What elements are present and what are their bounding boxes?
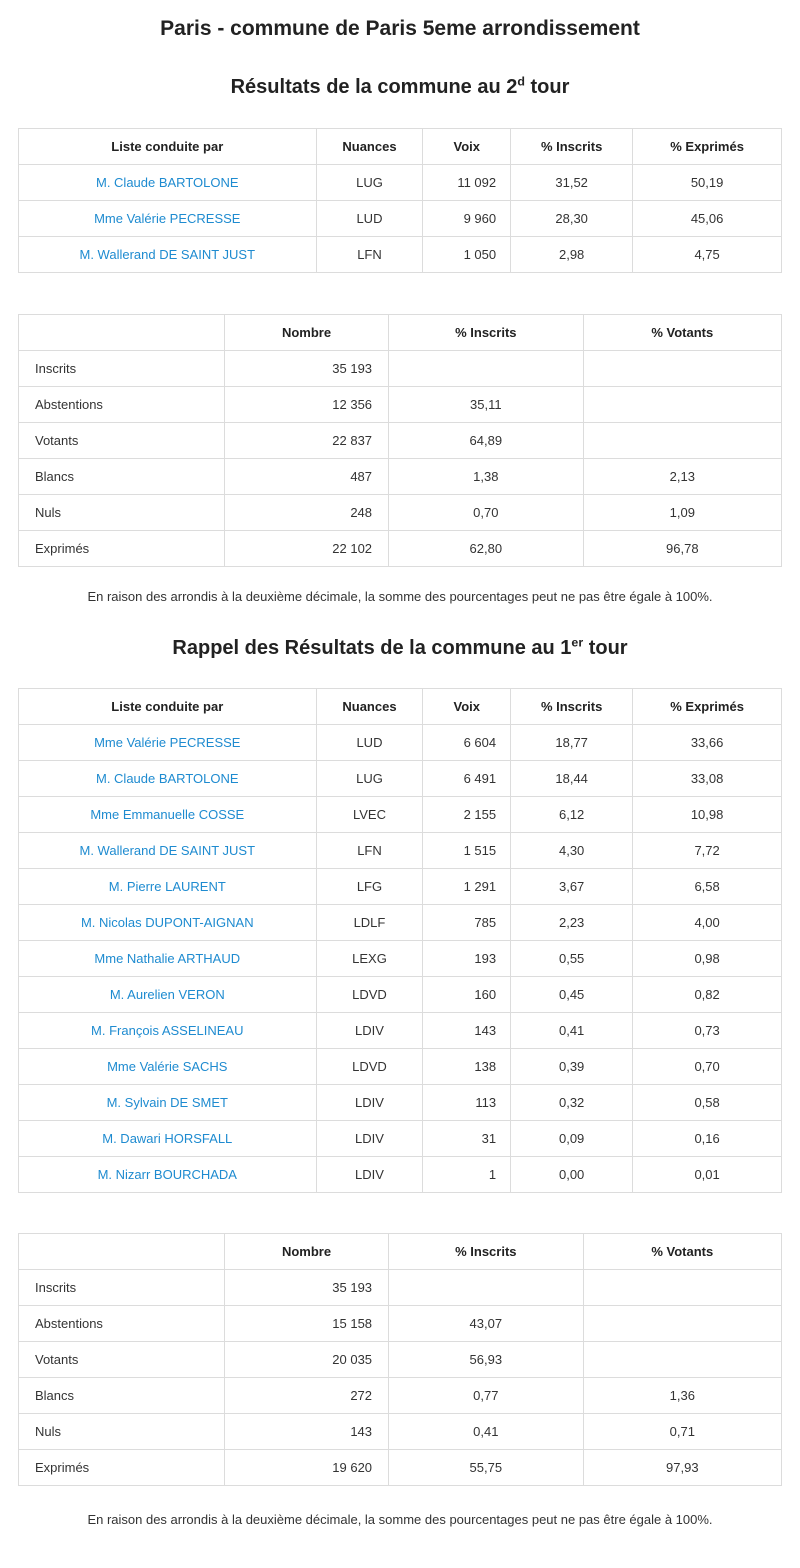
round1-heading-text: Rappel des Résultats de la commune au 1 xyxy=(172,637,572,659)
candidate-cell xyxy=(19,797,317,833)
round1-results-table xyxy=(18,688,782,1193)
stat-label-cell: Nuls xyxy=(19,495,225,531)
table-row xyxy=(19,1085,782,1121)
pct-votants-cell xyxy=(583,387,781,423)
candidate-link[interactable]: M. Dawari HORSFALL xyxy=(102,1131,233,1146)
pct-inscrits-cell: 6,12 xyxy=(511,797,633,833)
pct-inscrits-cell: 0,45 xyxy=(511,977,633,1013)
stat-label-cell: Abstentions xyxy=(19,387,225,423)
nombre-cell: 15 158 xyxy=(225,1306,389,1342)
stat-label-cell: Exprimés xyxy=(19,531,225,567)
candidate-link[interactable]: M. Wallerand DE SAINT JUST xyxy=(79,247,256,262)
pct-inscrits-cell: 1,38 xyxy=(389,459,584,495)
pct-inscrits-cell: 64,89 xyxy=(389,423,584,459)
pct-inscrits-cell: 28,30 xyxy=(511,201,633,237)
pct-inscrits-cell: 56,93 xyxy=(389,1342,584,1378)
voix-cell: 160 xyxy=(423,977,511,1013)
candidate-link[interactable]: M. Wallerand DE SAINT JUST xyxy=(79,843,256,858)
pct-exprimes-cell: 0,01 xyxy=(633,1157,782,1193)
pct-votants-cell xyxy=(583,1342,781,1378)
voix-cell: 31 xyxy=(423,1121,511,1157)
table-row xyxy=(19,725,782,761)
pct-inscrits-cell: 0,09 xyxy=(511,1121,633,1157)
pct-inscrits-cell: 0,77 xyxy=(389,1378,584,1414)
pct-votants-cell xyxy=(583,1270,781,1306)
table-row xyxy=(19,1342,782,1378)
stat-label-cell: Inscrits xyxy=(19,351,225,387)
pct-votants-cell-header: % Votants xyxy=(583,315,781,351)
voix-cell: 193 xyxy=(423,941,511,977)
candidate-cell xyxy=(19,1157,317,1193)
pct-inscrits-cell: 43,07 xyxy=(389,1306,584,1342)
pct-inscrits-cell: 35,11 xyxy=(389,387,584,423)
pct-votants-cell xyxy=(583,1306,781,1342)
rounding-note: En raison des arrondis à la deuxième décimale, la somme des pourcentages peut ne pas être égale à 100%. xyxy=(87,1512,713,1527)
candidate-link[interactable]: M. Claude BARTOLONE xyxy=(95,771,239,786)
pct-inscrits-cell: 0,32 xyxy=(511,1085,633,1121)
pct-exprimes-cell: 10,98 xyxy=(633,797,782,833)
page-title: Paris - commune de Paris 5eme arrondissement xyxy=(160,17,640,40)
stat-label-cell: Inscrits xyxy=(19,1270,225,1306)
nombre-cell: 487 xyxy=(225,459,389,495)
stat-label-cell: Abstentions xyxy=(19,1306,225,1342)
voix-cell: 113 xyxy=(423,1085,511,1121)
voix-cell: 1 050 xyxy=(423,237,511,273)
candidate-link[interactable]: M. Pierre LAURENT xyxy=(108,879,226,894)
nombre-cell: 248 xyxy=(225,495,389,531)
pct-exprimes-cell-header: % Exprimés xyxy=(633,689,782,725)
candidate-cell xyxy=(19,1013,317,1049)
pct-votants-cell: 2,13 xyxy=(583,459,781,495)
nuance-cell-header: Nuances xyxy=(316,689,423,725)
table-row xyxy=(19,833,782,869)
candidate-cell xyxy=(19,1121,317,1157)
candidate-link[interactable]: M. Claude BARTOLONE xyxy=(95,175,239,190)
pct-inscrits-cell: 0,39 xyxy=(511,1049,633,1085)
pct-inscrits-cell: 0,41 xyxy=(389,1414,584,1450)
table-row xyxy=(19,1450,782,1486)
pct-exprimes-cell: 4,75 xyxy=(633,237,782,273)
stat-label-cell-header xyxy=(19,315,225,351)
round1-heading-superscript: er xyxy=(571,635,584,650)
nuance-cell: LDIV xyxy=(316,1085,423,1121)
candidate-link[interactable]: M. Aurelien VERON xyxy=(109,987,225,1002)
round2-heading-text: Résultats de la commune au 2 xyxy=(230,76,518,98)
pct-exprimes-cell: 6,58 xyxy=(633,869,782,905)
candidate-link[interactable]: M. Sylvain DE SMET xyxy=(106,1095,228,1110)
pct-inscrits-cell: 3,67 xyxy=(511,869,633,905)
pct-exprimes-cell: 33,66 xyxy=(633,725,782,761)
pct-votants-cell xyxy=(583,423,781,459)
candidate-link[interactable]: Mme Valérie SACHS xyxy=(107,1059,228,1074)
candidate-cell xyxy=(19,941,317,977)
candidate-cell xyxy=(19,833,317,869)
table-row xyxy=(19,797,782,833)
pct-inscrits-cell: 2,23 xyxy=(511,905,633,941)
candidate-cell xyxy=(19,725,317,761)
nuance-cell: LFN xyxy=(316,237,423,273)
nuance-cell: LDIV xyxy=(316,1121,423,1157)
table-row xyxy=(19,237,782,273)
candidate-link[interactable]: M. François ASSELINEAU xyxy=(91,1023,244,1038)
candidate-cell xyxy=(19,237,317,273)
pct-votants-cell-header: % Votants xyxy=(583,1234,781,1270)
round2-heading xyxy=(18,74,782,100)
pct-inscrits-cell-header: % Inscrits xyxy=(511,129,633,165)
pct-inscrits-cell: 0,41 xyxy=(511,1013,633,1049)
table-row xyxy=(19,1049,782,1085)
table-row xyxy=(19,459,782,495)
nuance-cell: LFN xyxy=(316,833,423,869)
table-row xyxy=(19,905,782,941)
voix-cell: 143 xyxy=(423,1013,511,1049)
candidate-cell xyxy=(19,761,317,797)
round1-heading xyxy=(18,635,782,661)
stat-label-cell: Blancs xyxy=(19,459,225,495)
voix-cell-header: Voix xyxy=(423,129,511,165)
nuance-cell: LDVD xyxy=(316,1049,423,1085)
pct-inscrits-cell-header: % Inscrits xyxy=(389,1234,584,1270)
table-row xyxy=(19,1306,782,1342)
pct-inscrits-cell-header: % Inscrits xyxy=(389,315,584,351)
voix-cell: 2 155 xyxy=(423,797,511,833)
pct-inscrits-cell: 18,44 xyxy=(511,761,633,797)
pct-votants-cell: 0,71 xyxy=(583,1414,781,1450)
pct-inscrits-cell: 2,98 xyxy=(511,237,633,273)
candidate-cell xyxy=(19,977,317,1013)
pct-votants-cell: 1,09 xyxy=(583,495,781,531)
round2-heading-suffix: tour xyxy=(524,76,570,98)
pct-inscrits-cell: 31,52 xyxy=(511,165,633,201)
table-row xyxy=(19,351,782,387)
candidate-cell xyxy=(19,165,317,201)
voix-cell: 1 291 xyxy=(423,869,511,905)
stat-label-cell: Votants xyxy=(19,423,225,459)
table-row xyxy=(19,1378,782,1414)
pct-exprimes-cell-header: % Exprimés xyxy=(633,129,782,165)
pct-votants-cell: 96,78 xyxy=(583,531,781,567)
voix-cell: 9 960 xyxy=(423,201,511,237)
stat-label-cell: Nuls xyxy=(19,1414,225,1450)
candidate-cell xyxy=(19,1085,317,1121)
voix-cell: 138 xyxy=(423,1049,511,1085)
table-row xyxy=(19,201,782,237)
candidate-cell-header: Liste conduite par xyxy=(19,689,317,725)
table-row xyxy=(19,761,782,797)
pct-exprimes-cell: 7,72 xyxy=(633,833,782,869)
pct-inscrits-cell: 0,00 xyxy=(511,1157,633,1193)
round2-heading-superscript: d xyxy=(517,74,525,89)
pct-inscrits-cell: 62,80 xyxy=(389,531,584,567)
header-row xyxy=(19,689,782,725)
table-row xyxy=(19,423,782,459)
pct-inscrits-cell: 0,55 xyxy=(511,941,633,977)
voix-cell: 6 491 xyxy=(423,761,511,797)
round2-stats-table xyxy=(18,314,782,567)
pct-inscrits-cell: 4,30 xyxy=(511,833,633,869)
nuance-cell: LUG xyxy=(316,165,423,201)
header-row xyxy=(19,129,782,165)
table-row xyxy=(19,165,782,201)
nuance-cell: LDIV xyxy=(316,1157,423,1193)
nombre-cell: 143 xyxy=(225,1414,389,1450)
nuance-cell-header: Nuances xyxy=(316,129,423,165)
pct-exprimes-cell: 0,98 xyxy=(633,941,782,977)
candidate-link[interactable]: M. Nizarr BOURCHADA xyxy=(97,1167,237,1182)
nuance-cell: LDLF xyxy=(316,905,423,941)
pct-exprimes-cell: 4,00 xyxy=(633,905,782,941)
pct-exprimes-cell: 0,82 xyxy=(633,977,782,1013)
nuance-cell: LUD xyxy=(316,201,423,237)
voix-cell-header: Voix xyxy=(423,689,511,725)
pct-exprimes-cell: 0,58 xyxy=(633,1085,782,1121)
nuance-cell: LDIV xyxy=(316,1013,423,1049)
table-row xyxy=(19,1270,782,1306)
candidate-cell xyxy=(19,905,317,941)
table-row xyxy=(19,1157,782,1193)
table-row xyxy=(19,869,782,905)
table-row xyxy=(19,1121,782,1157)
candidate-cell xyxy=(19,1049,317,1085)
candidate-cell xyxy=(19,201,317,237)
candidate-link[interactable]: Mme Emmanuelle COSSE xyxy=(90,807,245,822)
nombre-cell: 22 102 xyxy=(225,531,389,567)
pct-exprimes-cell: 33,08 xyxy=(633,761,782,797)
nuance-cell: LVEC xyxy=(316,797,423,833)
table-row xyxy=(19,1414,782,1450)
nombre-cell-header: Nombre xyxy=(225,315,389,351)
voix-cell: 785 xyxy=(423,905,511,941)
pct-inscrits-cell xyxy=(389,351,584,387)
pct-votants-cell: 1,36 xyxy=(583,1378,781,1414)
nombre-cell: 22 837 xyxy=(225,423,389,459)
round2-results-table xyxy=(18,128,782,273)
candidate-link[interactable]: Mme Valérie PECRESSE xyxy=(94,735,241,750)
voix-cell: 1 xyxy=(423,1157,511,1193)
nombre-cell: 272 xyxy=(225,1378,389,1414)
pct-exprimes-cell: 45,06 xyxy=(633,201,782,237)
voix-cell: 11 092 xyxy=(423,165,511,201)
stat-label-cell: Exprimés xyxy=(19,1450,225,1486)
candidate-link[interactable]: M. Nicolas DUPONT-AIGNAN xyxy=(80,915,254,930)
table-row xyxy=(19,1013,782,1049)
voix-cell: 1 515 xyxy=(423,833,511,869)
nuance-cell: LDVD xyxy=(316,977,423,1013)
pct-inscrits-cell: 55,75 xyxy=(389,1450,584,1486)
voix-cell: 6 604 xyxy=(423,725,511,761)
header-row xyxy=(19,315,782,351)
table-row xyxy=(19,941,782,977)
pct-exprimes-cell: 0,16 xyxy=(633,1121,782,1157)
pct-inscrits-cell: 18,77 xyxy=(511,725,633,761)
table-row xyxy=(19,531,782,567)
round1-heading-suffix: tour xyxy=(583,637,628,659)
nuance-cell: LUD xyxy=(316,725,423,761)
nombre-cell: 19 620 xyxy=(225,1450,389,1486)
stat-label-cell: Blancs xyxy=(19,1378,225,1414)
candidate-link[interactable]: Mme Nathalie ARTHAUD xyxy=(94,951,241,966)
table-row xyxy=(19,387,782,423)
stat-label-cell: Votants xyxy=(19,1342,225,1378)
nombre-cell: 20 035 xyxy=(225,1342,389,1378)
nombre-cell: 35 193 xyxy=(225,351,389,387)
pct-votants-cell: 97,93 xyxy=(583,1450,781,1486)
candidate-cell-header: Liste conduite par xyxy=(19,129,317,165)
pct-exprimes-cell: 50,19 xyxy=(633,165,782,201)
pct-exprimes-cell: 0,73 xyxy=(633,1013,782,1049)
pct-inscrits-cell xyxy=(389,1270,584,1306)
pct-exprimes-cell: 0,70 xyxy=(633,1049,782,1085)
candidate-link[interactable]: Mme Valérie PECRESSE xyxy=(94,211,241,226)
pct-inscrits-cell-header: % Inscrits xyxy=(511,689,633,725)
nuance-cell: LFG xyxy=(316,869,423,905)
nombre-cell: 35 193 xyxy=(225,1270,389,1306)
rounding-note: En raison des arrondis à la deuxième décimale, la somme des pourcentages peut ne pas être égale à 100%. xyxy=(87,589,713,604)
header-row xyxy=(19,1234,782,1270)
round1-stats-table xyxy=(18,1233,782,1486)
nombre-cell: 12 356 xyxy=(225,387,389,423)
nuance-cell: LUG xyxy=(316,761,423,797)
pct-inscrits-cell: 0,70 xyxy=(389,495,584,531)
candidate-cell xyxy=(19,869,317,905)
table-row xyxy=(19,495,782,531)
table-row xyxy=(19,977,782,1013)
nuance-cell: LEXG xyxy=(316,941,423,977)
stat-label-cell-header xyxy=(19,1234,225,1270)
nombre-cell-header: Nombre xyxy=(225,1234,389,1270)
pct-votants-cell xyxy=(583,351,781,387)
